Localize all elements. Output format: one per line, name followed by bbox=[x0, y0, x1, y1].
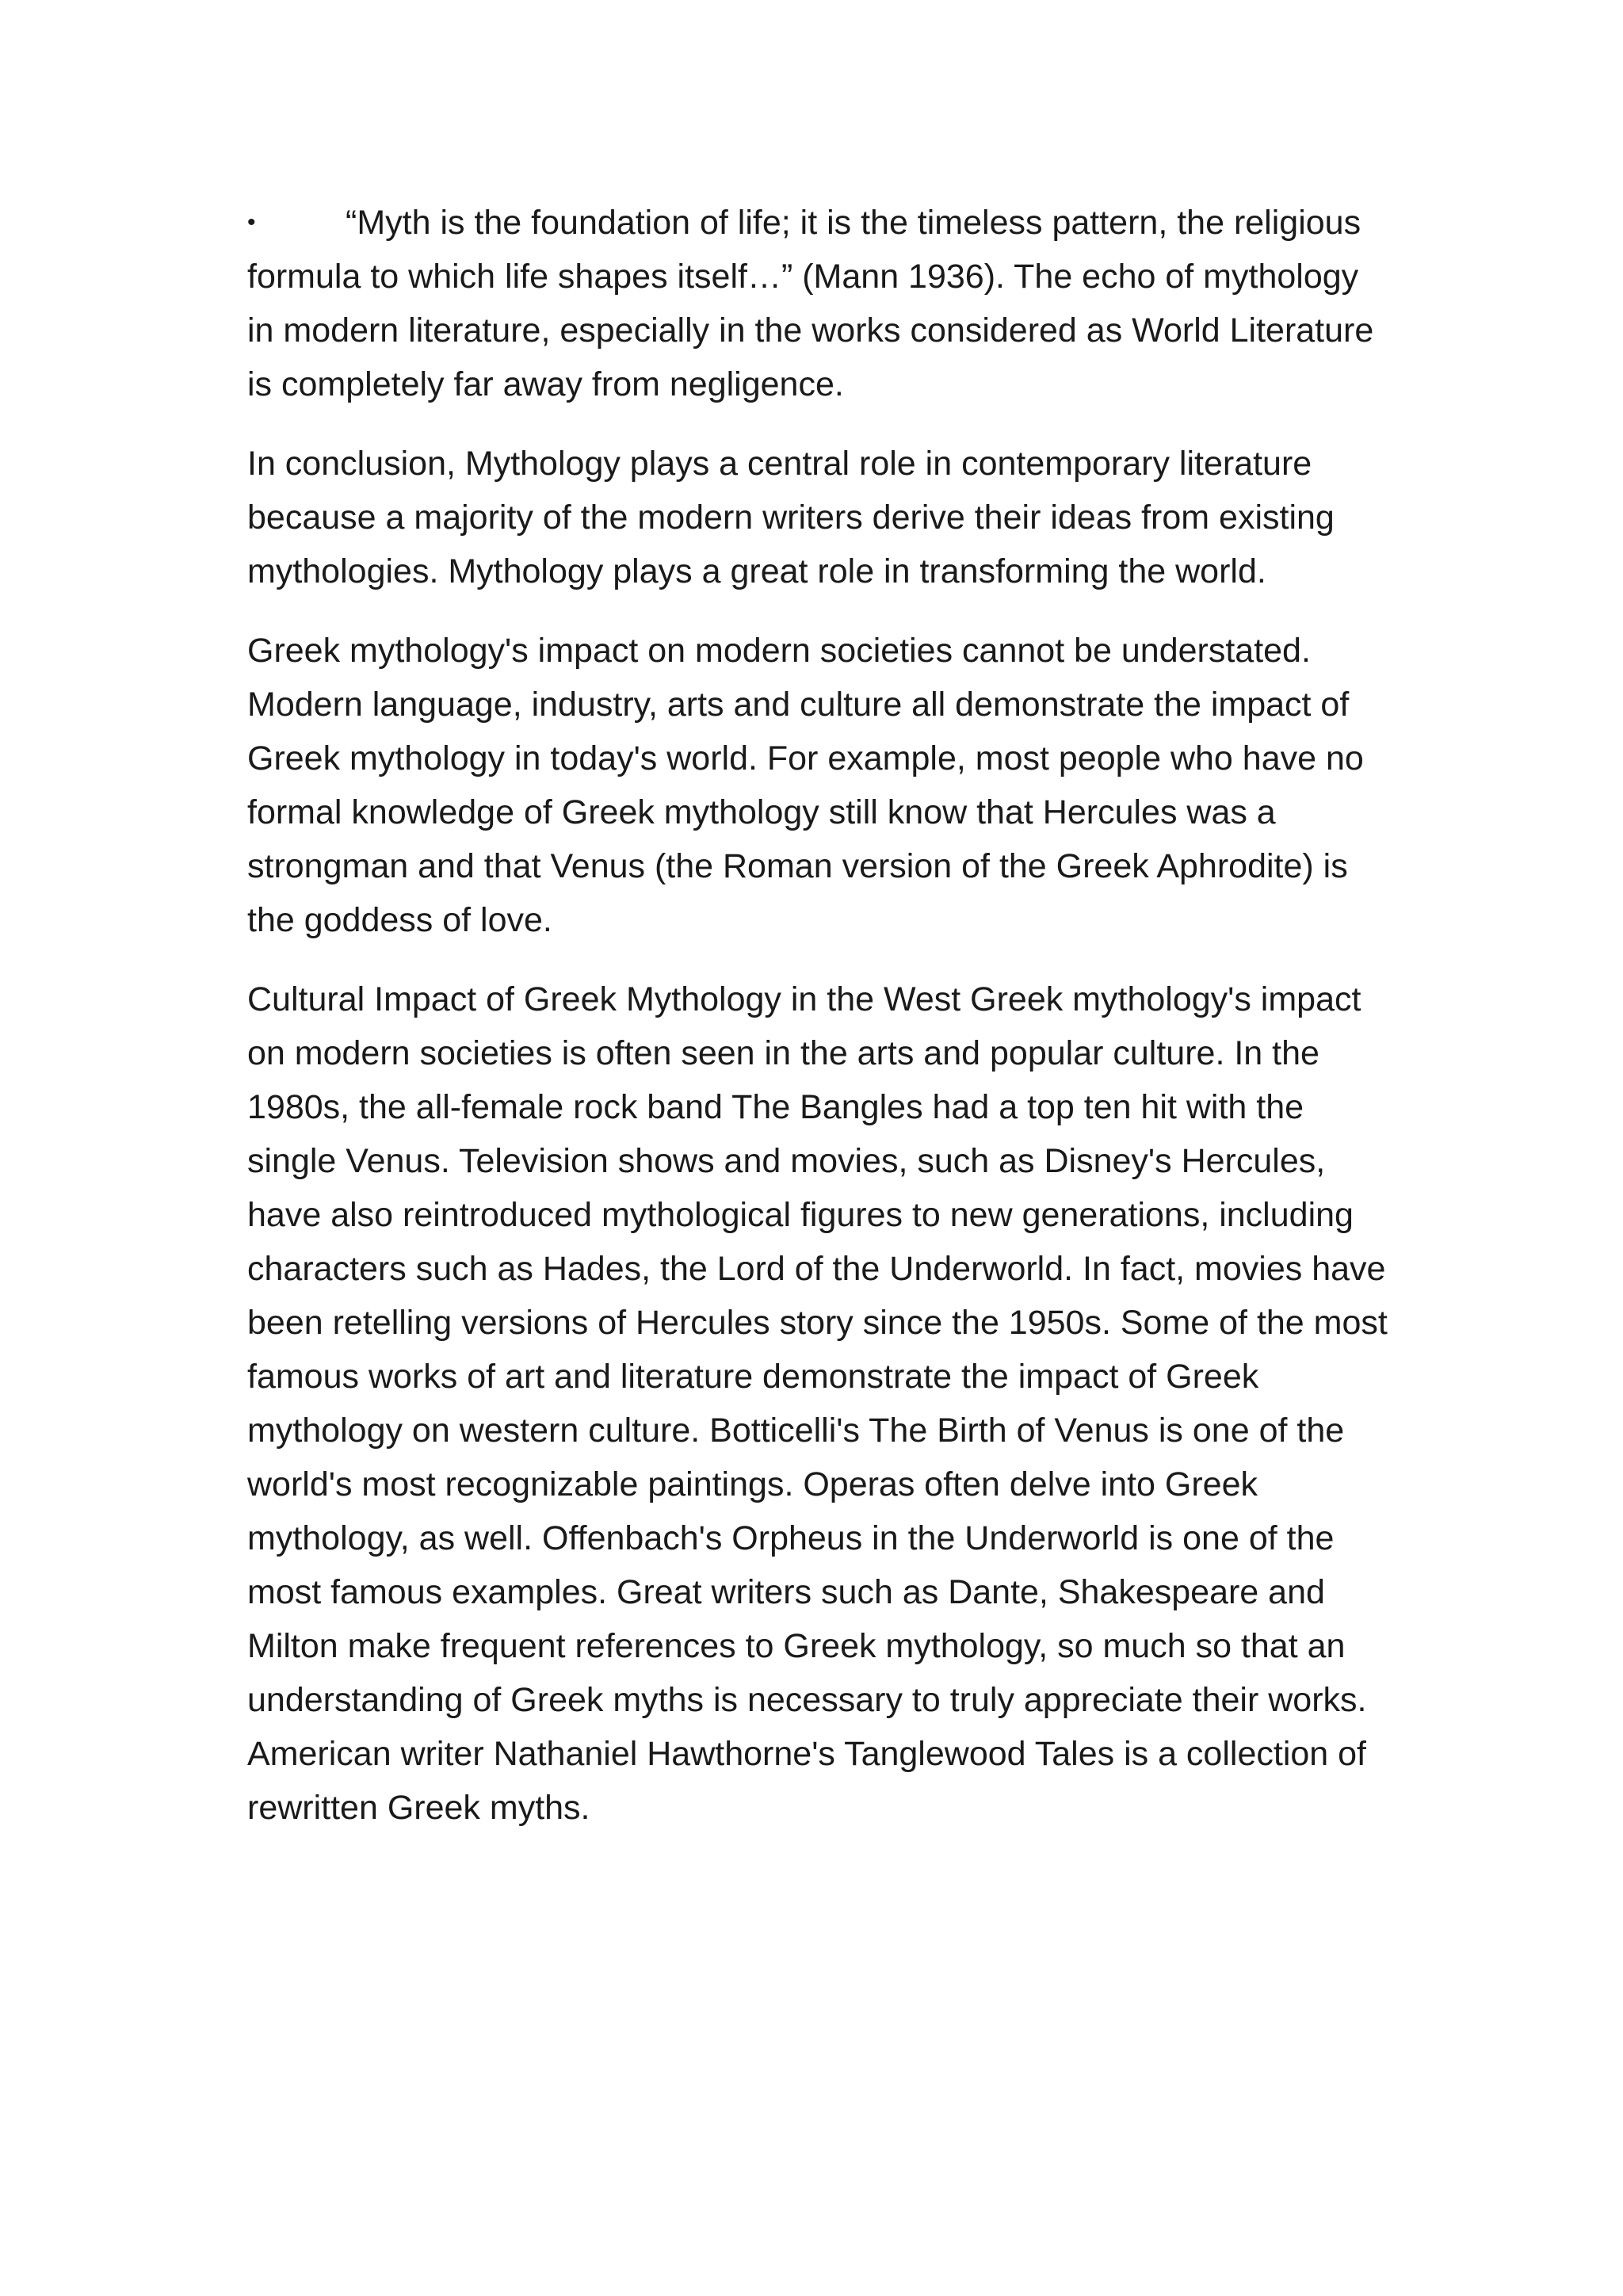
impact-paragraph: Greek mythology's impact on modern societies cannot be understated. Modern language, industry, arts and culture all demonstrate the impact of Greek mythology in today's world. For example, most people who have no formal knowledge of Greek mythology still know that Hercules was a strongman and that Venus (the Roman version of the Greek Aphrodite) is the goddess of love. bbox=[247, 632, 1364, 939]
cultural-impact-paragraph: Cultural Impact of Greek Mythology in the West Greek mythology's impact on modern societies is often seen in the arts and popular culture. In the 1980s, the all-female rock band The Bangles had a top ten hit with the single Venus. Television shows and movies, such as Disney's Hercules, have also reintroduced mythological figures to new generations, including characters such as Hades, the Lord of the Underworld. In fact, movies have been retelling versions of Hercules story since the 1950s. Some of the most famous works of art and literature demonstrate the impact of Greek mythology on western culture. Botticelli's The Birth of Venus is one of the world's most recognizable paintings. Operas often delve into Greek mythology, as well. Offenbach's Orpheus in the Underworld is one of the most famous examples. Great writers such as Dante, Shakespeare and Milton make frequent references to Greek mythology, so much so that an understanding of Greek myths is necessary to truly appreciate their works. American writer Nathaniel Hawthorne's Tanglewood Tales is a collection of rewritten Greek myths. bbox=[247, 980, 1388, 1827]
quote-paragraph-text: “Myth is the foundation of life; it is the timeless pattern, the religious formula to which life shapes itself…” (Mann 1936). The echo of mythology in modern literature, especially in the works considered as World Literature is completely far away from negligence. bbox=[247, 204, 1374, 403]
quote-bullet-item bbox=[247, 196, 1388, 411]
conclusion-paragraph: In conclusion, Mythology plays a central role in contemporary literature because a majority of the modern writers derive their ideas from existing mythologies. Mythology plays a great role in transforming the world. bbox=[247, 445, 1335, 590]
bullet-icon: • bbox=[247, 209, 256, 235]
document-body bbox=[247, 196, 1388, 1860]
